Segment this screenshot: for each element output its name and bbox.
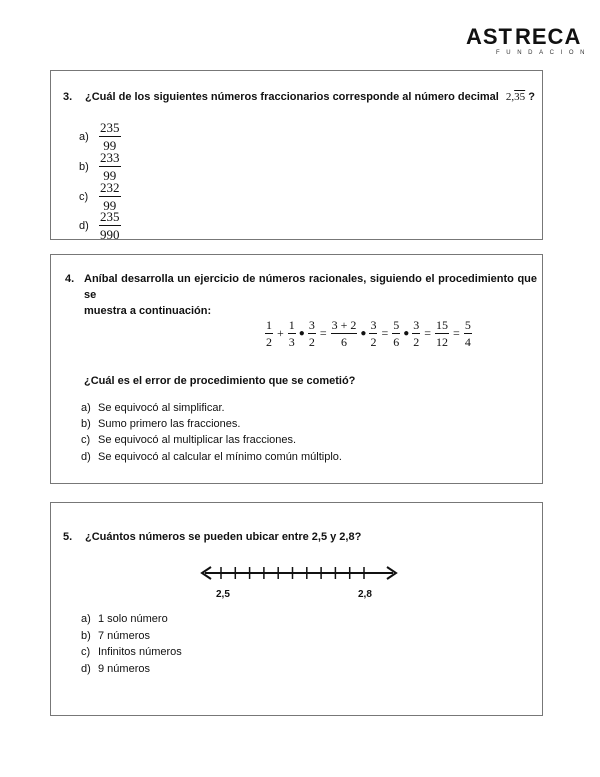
- option-fraction: $\frac{235}{990}$: [100, 209, 120, 242]
- question-4-title: [65, 271, 537, 319]
- question-text-line2: muestra a continuación:: [84, 305, 212, 317]
- question-5-box: [50, 502, 543, 716]
- number-line-left-label: 2,5: [216, 589, 230, 600]
- question-text: ¿Cuál de los siguientes números fraccionarios corresponde al número decimal: [85, 91, 499, 103]
- logo-subtitle: FUNDACION: [496, 50, 592, 56]
- question-number: 5.: [63, 531, 73, 543]
- question-5-title: [63, 529, 361, 545]
- equation-fraction: $\frac{3}{2}$: [308, 318, 315, 349]
- option-a[interactable]: [79, 121, 121, 152]
- multiply-dot: ●: [298, 328, 305, 339]
- option-letter: c): [79, 190, 89, 203]
- logo-text-left: AST: [466, 24, 513, 49]
- option-fraction: $\frac{235}{99}$: [100, 120, 120, 153]
- option-letter: d): [79, 219, 89, 232]
- option-d[interactable]: d) Se equivocó al calcular el mínimo común múltiplo.: [81, 451, 342, 463]
- number-line-right-label: 2,8: [358, 589, 372, 600]
- option-fraction: $\frac{232}{99}$: [100, 180, 120, 213]
- procedure-equation: [264, 319, 473, 348]
- equation-fraction: $\frac{3}{2}$: [413, 318, 420, 349]
- option-b[interactable]: b) 7 números: [81, 630, 150, 642]
- multiply-dot: ●: [403, 328, 410, 339]
- equals-sign: =: [424, 326, 432, 340]
- option-b[interactable]: [79, 151, 121, 182]
- question-4-box: [50, 254, 543, 484]
- equation-fraction: $\frac{3}{2}$: [370, 318, 377, 349]
- option-d[interactable]: d) 9 números: [81, 663, 150, 675]
- question-number: 3.: [63, 91, 73, 103]
- decimal-period: 35: [514, 91, 526, 103]
- question-4-subquestion: ¿Cuál es el error de procedimiento que se cometió?: [84, 375, 356, 387]
- question-text-line1: Aníbal desarrolla un ejercicio de números racionales, siguiendo el procedimiento que se: [84, 273, 537, 301]
- option-a[interactable]: a) Se equivocó al simplificar.: [81, 402, 225, 414]
- equation-fraction: $\frac{5}{4}$: [464, 318, 471, 349]
- option-d[interactable]: [79, 210, 121, 241]
- question-end: ?: [528, 91, 535, 103]
- plus-sign: +: [277, 326, 284, 340]
- option-letter: b): [79, 160, 89, 173]
- periodic-decimal: [506, 91, 525, 103]
- option-b[interactable]: b) Sumo primero las fracciones.: [81, 418, 241, 430]
- astoreca-logo: [466, 24, 592, 56]
- question-3-title: [63, 89, 535, 105]
- decimal-integer-part: 2,: [505, 91, 515, 103]
- option-fraction: $\frac{233}{99}$: [100, 150, 120, 183]
- logo-wordmark: [466, 24, 582, 49]
- option-c[interactable]: [79, 181, 121, 212]
- number-line: [199, 559, 399, 609]
- option-c[interactable]: c) Se equivocó al multiplicar las fracciones.: [81, 434, 297, 446]
- equation-fraction: $\frac{1}{2}$: [266, 318, 272, 349]
- equation-fraction: $\frac{15}{12}$: [436, 318, 449, 349]
- equation-fraction: $\frac{5}{6}$: [393, 318, 400, 349]
- logo-text-right: RECA: [515, 24, 582, 49]
- option-a[interactable]: a) 1 solo número: [81, 613, 168, 625]
- equation-fraction: $\frac{3 + 2}{6}$: [331, 318, 357, 349]
- question-number: 4.: [65, 273, 75, 285]
- equation-fraction: $\frac{1}{3}$: [288, 318, 295, 349]
- equals-sign: =: [453, 326, 460, 340]
- question-3-box: [50, 70, 543, 240]
- equals-sign: =: [319, 326, 327, 340]
- option-letter: a): [79, 130, 89, 143]
- question-text: ¿Cuántos números se pueden ubicar entre 2,5 y 2,8?: [85, 531, 362, 543]
- equals-sign: =: [381, 326, 389, 340]
- multiply-dot: ●: [360, 328, 367, 339]
- option-c[interactable]: c) Infinitos números: [81, 646, 182, 658]
